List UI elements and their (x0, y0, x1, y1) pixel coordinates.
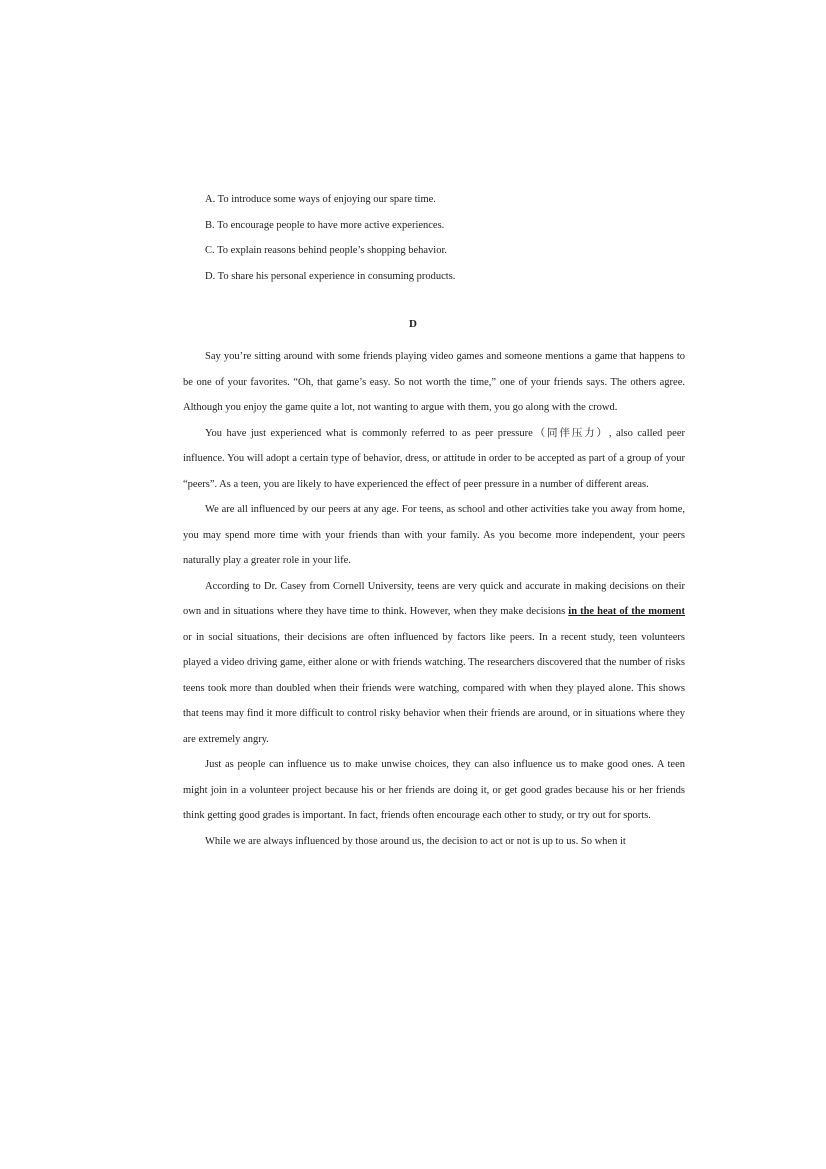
highlighted-phrase: in the heat of the moment (568, 606, 685, 617)
paragraph-2: You have just experienced what is commonly referred to as peer pressure（同伴压力）, also called peer influence. You will adopt a certain type of behavior, dress, or attitude in order to be accepted as part of a group of your “peers”. As a teen, you are likely to have experienced the effect of peer pressure in a number of different areas. (183, 427, 685, 490)
paragraph-1: Say you’re sitting around with some friends playing video games and someone mentions a game that happens to be one of your favorites. “Oh, that game’s easy. So not worth the time,” one of your friends says. The others agree. Although you enjoy the game quite a lot, not wanting to argue with them, you go along with the crowd. (183, 351, 685, 413)
section-title: D (409, 318, 417, 330)
answer-options (205, 192, 725, 294)
paragraph-4-text-before: According to Dr. Casey from Cornell University, teens are very quick and accurate in making decisions on their own and in situations where they have time to think. However, when they make decisions (183, 580, 685, 617)
paragraph-4-text-after: or in social situations, their decisions are often influenced by factors like peers. In a recent study, teen volunteers played a video driving game, either alone or with friends watching. The researchers discovered that the number of risks teens took more than doubled when their friends were watching, compared with when they played alone. This shows that teens may find it more difficult to control risky behavior when their friends are around, or in situations where they are extremely angry. (183, 631, 685, 745)
paragraph-3: We are all influenced by our peers at any age. For teens, as school and other activities take you away from home, you may spend more time with your friends than with your family. As you become more independent, your peers naturally play a greater role in your life. (183, 504, 685, 566)
option-b: B. To encourage people to have more active experiences. (205, 219, 445, 231)
option-d: D. To share his personal experience in consuming products. (205, 270, 456, 282)
paragraph-4 (183, 574, 685, 753)
option-c: C. To explain reasons behind people’s shopping behavior. (205, 245, 447, 256)
paragraph-6: While we are always influenced by those around us, the decision to act or not is up to us. So when it (205, 835, 626, 847)
reading-passage (183, 344, 685, 854)
paragraph-5: Just as people can influence us to make unwise choices, they can also influence us to make good ones. A teen might join in a volunteer project because his or her friends are doing it, or get good grades because his or her friends think getting good grades is important. In fact, friends often encourage each other to study, or try out for sports. (183, 759, 685, 821)
option-a: A. To introduce some ways of enjoying our spare time. (205, 194, 436, 205)
